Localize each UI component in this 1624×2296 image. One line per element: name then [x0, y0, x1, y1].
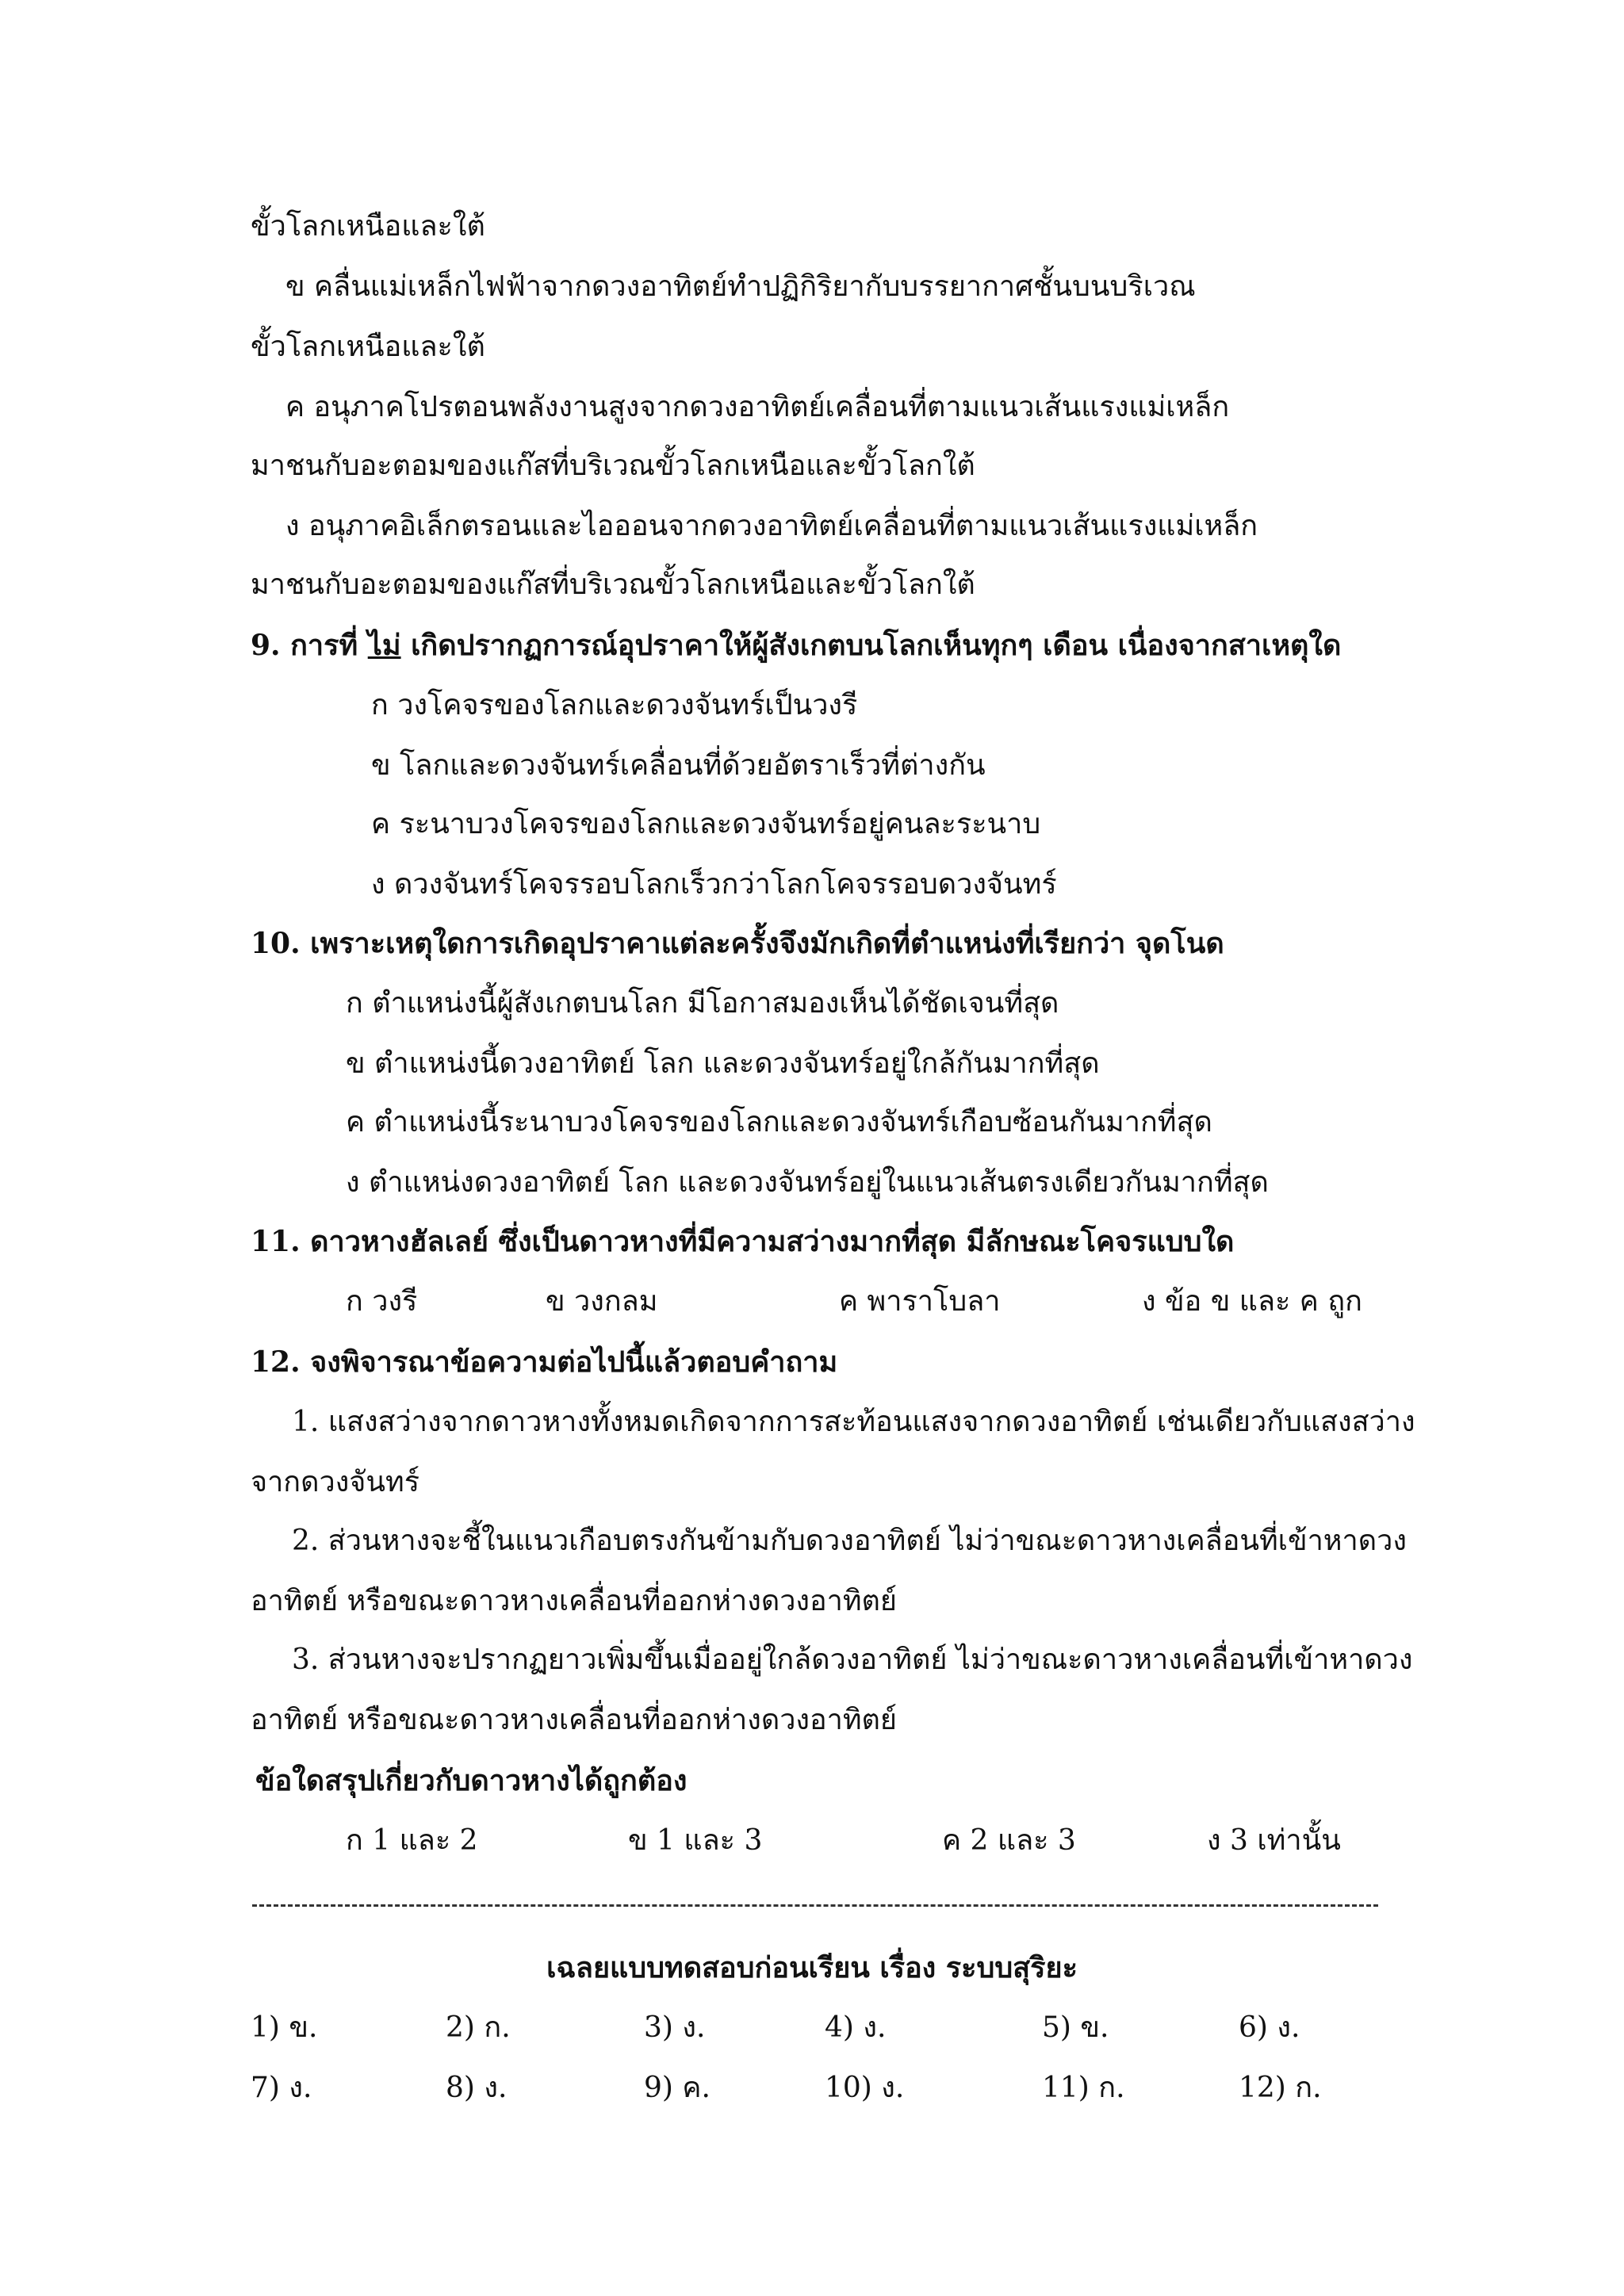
dashed-divider: [252, 1904, 1378, 1907]
q9-emphasis: ไม่: [367, 629, 401, 662]
q9-prefix: 9. การที่: [251, 629, 368, 662]
q11-option-d: ง ข้อ ข และ ค ถูก: [1142, 1285, 1362, 1318]
answer-9: 9) ค.: [644, 2072, 710, 2104]
q8-option-d: ง อนุภาคอิเล็กตรอนและไอออนจากดวงอาทิตย์เคลื่อนที่ตามแนวเส้นแรงแม่เหล็ก: [285, 510, 1258, 542]
q10-question: 10. เพราะเหตุใดการเกิดอุปราคาแต่ละครั้งจึงมักเกิดที่ตำแหน่งที่เรียกว่า จุดโนด: [251, 927, 1224, 960]
q12-option-a: ก 1 และ 2: [346, 1824, 478, 1857]
answer-4: 4) ง.: [825, 2011, 887, 2044]
q10-option-c: ค ตำแหน่งนี้ระนาบวงโคจรของโลกและดวงจันทร์เกือบซ้อนกันมากที่สุด: [346, 1106, 1212, 1138]
answer-key-title: เฉลยแบบทดสอบก่อนเรียน เรื่อง ระบบสุริยะ: [546, 1951, 1078, 1984]
answer-5: 5) ข.: [1042, 2011, 1109, 2044]
q12-option-c: ค 2 และ 3: [942, 1824, 1076, 1857]
q11-option-c: ค พาราโบลา: [839, 1285, 1001, 1318]
q9-suffix: เกิดปรากฏการณ์อุปราคาให้ผู้สังเกตบนโลกเห็นทุกๆ เดือน เนื่องจากสาเหตุใด: [400, 629, 1342, 662]
q12-statement-2-continuation: อาทิตย์ หรือขณะดาวหางเคลื่อนที่ออกห่างดวงอาทิตย์: [251, 1585, 898, 1617]
answer-7: 7) ง.: [251, 2072, 312, 2104]
q10-option-d: ง ตำแหน่งดวงอาทิตย์ โลก และดวงจันทร์อยู่ในแนวเส้นตรงเดียวกันมากที่สุด: [346, 1166, 1269, 1199]
q12-statement-3-continuation: อาทิตย์ หรือขณะดาวหางเคลื่อนที่ออกห่างดวงอาทิตย์: [251, 1704, 898, 1736]
q12-option-b: ข 1 และ 3: [628, 1824, 763, 1857]
q12-option-d: ง 3 เท่านั้น: [1207, 1824, 1341, 1857]
q12-statement-1-continuation: จากดวงจันทร์: [251, 1466, 420, 1498]
q12-statement-2: 2. ส่วนหางจะชี้ในแนวเกือบตรงกันข้ามกับดวงอาทิตย์ ไม่ว่าขณะดาวหางเคลื่อนที่เข้าหาดวง: [292, 1525, 1407, 1557]
q9-option-d: ง ดวงจันทร์โคจรรอบโลกเร็วกว่าโลกโคจรรอบดวงจันทร์: [371, 868, 1057, 901]
q12-statement-1: 1. แสงสว่างจากดาวหางทั้งหมดเกิดจากการสะท้อนแสงจากดวงอาทิตย์ เช่นเดียวกับแสงสว่าง: [292, 1406, 1415, 1438]
q8-option-d-continuation: มาชนกับอะตอมของแก๊สที่บริเวณขั้วโลกเหนือและขั้วโลกใต้: [251, 568, 975, 601]
q10-option-b: ข ตำแหน่งนี้ดวงอาทิตย์ โลก และดวงจันทร์อยู่ใกล้กันมากที่สุด: [346, 1047, 1100, 1080]
answer-3: 3) ง.: [644, 2011, 706, 2044]
q12-question: 12. จงพิจารณาข้อความต่อไปนี้แล้วตอบคำถาม: [251, 1345, 838, 1379]
q9-option-a: ก วงโคจรของโลกและดวงจันทร์เป็นวงรี: [371, 689, 858, 721]
answer-12: 12) ก.: [1239, 2072, 1322, 2104]
answer-8: 8) ง.: [446, 2072, 508, 2104]
q12-prompt: ข้อใดสรุปเกี่ยวกับดาวหางได้ถูกต้อง: [255, 1764, 688, 1797]
q11-option-a: ก วงรี: [346, 1285, 418, 1318]
q9-option-c: ค ระนาบวงโคจรของโลกและดวงจันทร์อยู่คนละระนาบ: [371, 808, 1041, 840]
q12-statement-3: 3. ส่วนหางจะปรากฏยาวเพิ่มขึ้นเมื่ออยู่ใกล้ดวงอาทิตย์ ไม่ว่าขณะดาวหางเคลื่อนที่เข้าหาดวง: [292, 1644, 1413, 1676]
q8-option-b-continuation: ขั้วโลกเหนือและใต้: [251, 331, 485, 363]
q10-option-a: ก ตำแหน่งนี้ผู้สังเกตบนโลก มีโอกาสมองเห็นได้ชัดเจนที่สุด: [346, 987, 1059, 1020]
q9-option-b: ข โลกและดวงจันทร์เคลื่อนที่ด้วยอัตราเร็วที่ต่างกัน: [371, 749, 986, 782]
q9-question: [251, 631, 1341, 660]
answer-11: 11) ก.: [1042, 2072, 1125, 2104]
q8-option-c: ค อนุภาคโปรตอนพลังงานสูงจากดวงอาทิตย์เคลื่อนที่ตามแนวเส้นแรงแม่เหล็ก: [285, 391, 1230, 423]
answer-10: 10) ง.: [825, 2072, 905, 2104]
answer-2: 2) ก.: [446, 2011, 511, 2044]
q11-option-b: ข วงกลม: [546, 1285, 658, 1318]
answer-1: 1) ข.: [251, 2011, 318, 2044]
answer-6: 6) ง.: [1239, 2011, 1300, 2044]
q8-option-c-continuation: มาชนกับอะตอมของแก๊สที่บริเวณขั้วโลกเหนือและขั้วโลกใต้: [251, 450, 975, 482]
q11-question: 11. ดาวหางฮัลเลย์ ซึ่งเป็นดาวหางที่มีความสว่างมากที่สุด มีลักษณะโคจรแบบใด: [251, 1225, 1235, 1258]
q8-option-b: ข คลื่นแม่เหล็กไฟฟ้าจากดวงอาทิตย์ทำปฏิกิริยากับบรรยากาศชั้นบนบริเวณ: [285, 270, 1196, 303]
q8-option-a-continuation: ขั้วโลกเหนือและใต้: [251, 210, 485, 243]
